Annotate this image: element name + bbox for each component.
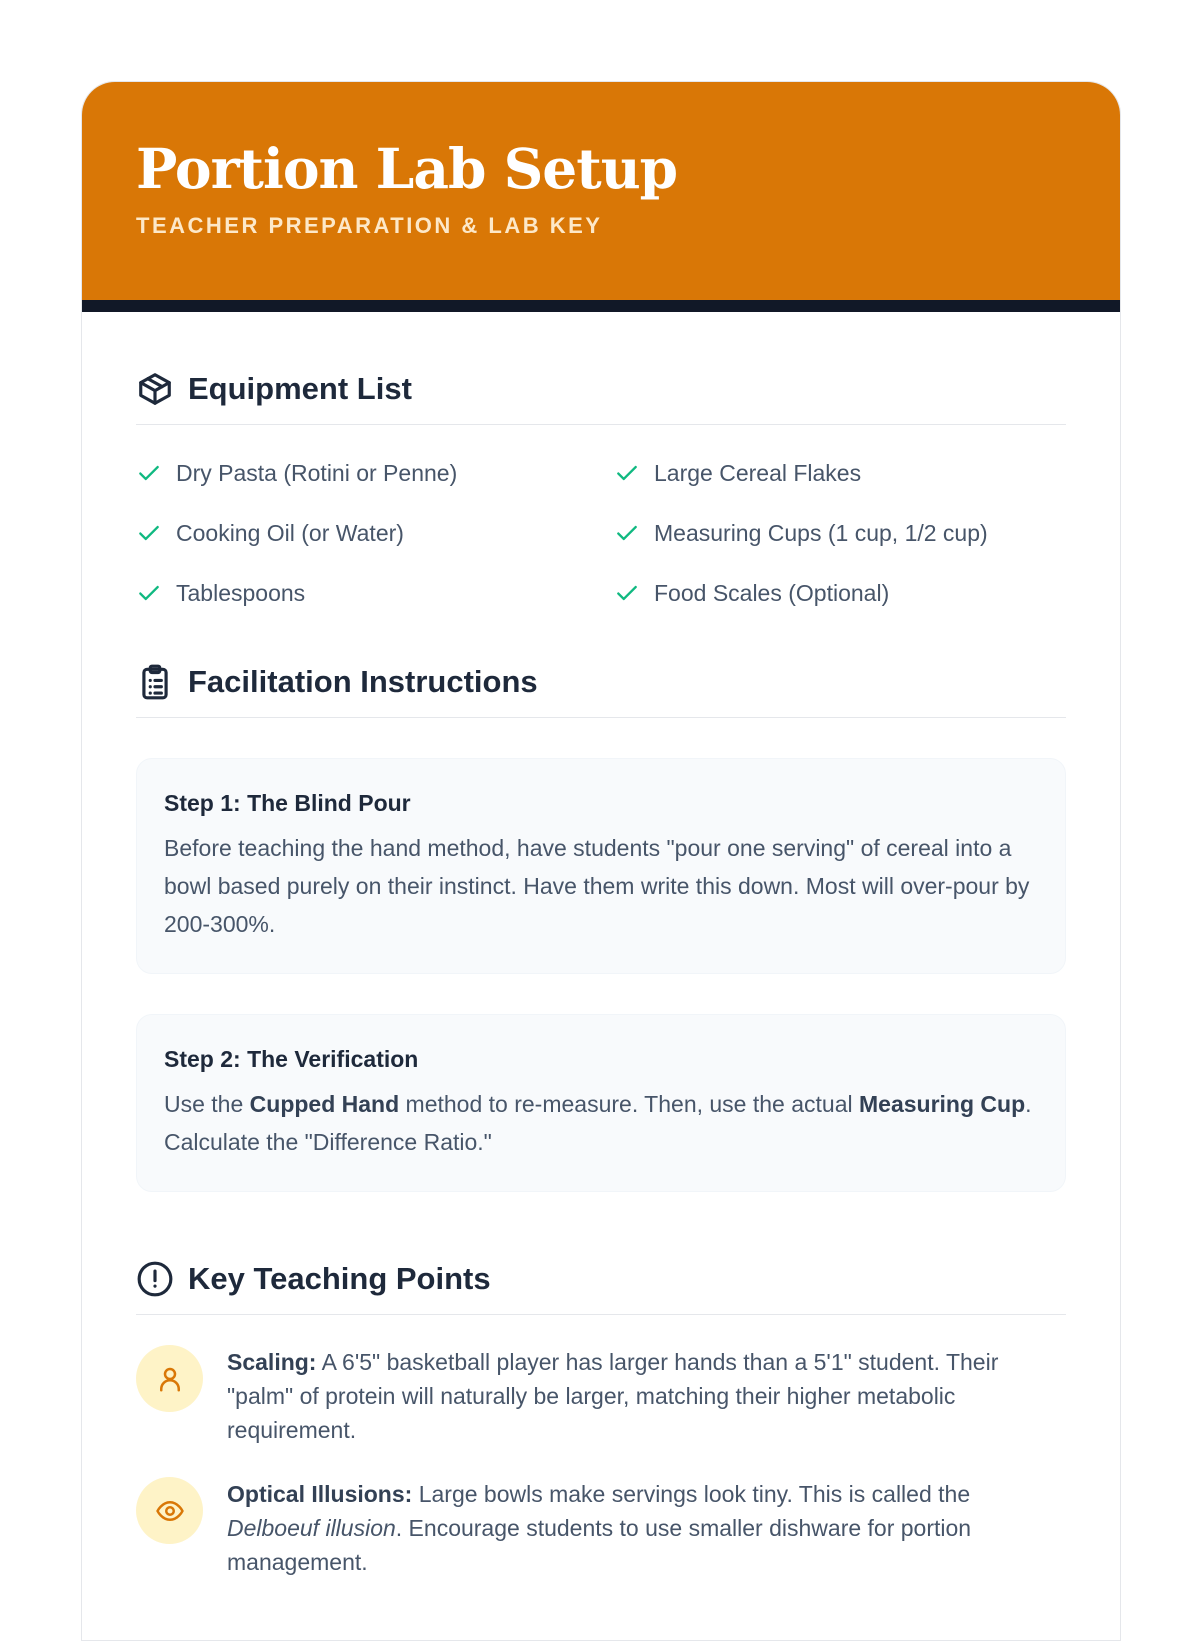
key-points-heading bbox=[136, 1260, 1066, 1315]
step-text: Before teaching the hand method, have students "pour one serving" of cereal into a bowl based purely on their instinct. Have them write this down. Most will over-pour by 200-300%. bbox=[164, 835, 1030, 937]
bold-term: Measuring Cup bbox=[859, 1091, 1026, 1117]
equipment-list bbox=[136, 425, 1066, 611]
key-point-label: Scaling: bbox=[227, 1349, 317, 1375]
key-point bbox=[136, 1477, 1066, 1579]
key-point-text: Optical Illusions: Large bowls make servings look tiny. This is called the Delboeuf illusion. Encourage students to use smaller dishware for portion management. bbox=[227, 1481, 972, 1575]
facilitation-title: Facilitation Instructions bbox=[188, 664, 538, 699]
equipment-item-label: Dry Pasta (Rotini or Penne) bbox=[176, 459, 458, 486]
equipment-item bbox=[136, 455, 614, 491]
user-icon bbox=[155, 1364, 185, 1394]
equipment-item bbox=[136, 575, 614, 611]
header bbox=[82, 82, 1120, 300]
page-title: Portion Lab Setup bbox=[136, 136, 678, 201]
package-icon bbox=[136, 370, 174, 408]
key-points-section bbox=[136, 1260, 1066, 1579]
clipboard-list-icon bbox=[136, 663, 174, 701]
step-card bbox=[136, 758, 1066, 974]
alert-circle-icon bbox=[136, 1260, 174, 1298]
equipment-item bbox=[614, 575, 1074, 611]
key-point bbox=[136, 1345, 1066, 1447]
check-icon bbox=[136, 460, 162, 486]
equipment-item-label: Large Cereal Flakes bbox=[654, 459, 862, 486]
key-point-text: Scaling: A 6'5" basketball player has larger hands than a 5'1" student. Their "palm" of protein will naturally be larger, matching their higher metabolic requirement. bbox=[227, 1349, 999, 1443]
equipment-item-label: Food Scales (Optional) bbox=[654, 579, 890, 606]
equipment-item-label: Tablespoons bbox=[176, 579, 306, 606]
content bbox=[82, 370, 1120, 1579]
equipment-section bbox=[136, 370, 1066, 611]
equipment-item bbox=[614, 455, 1074, 491]
page-subtitle: TEACHER PREPARATION & LAB KEY bbox=[136, 213, 603, 238]
key-points-title: Key Teaching Points bbox=[188, 1261, 491, 1296]
eye-icon bbox=[155, 1496, 185, 1526]
equipment-heading bbox=[136, 370, 1066, 425]
bold-term: Cupped Hand bbox=[249, 1091, 400, 1117]
equipment-item-label: Measuring Cups (1 cup, 1/2 cup) bbox=[654, 519, 988, 546]
lab-setup-card bbox=[81, 81, 1121, 1641]
key-point-avatar bbox=[136, 1345, 203, 1412]
italic-term: Delboeuf illusion bbox=[227, 1515, 396, 1541]
check-icon bbox=[614, 520, 640, 546]
equipment-item bbox=[614, 515, 1074, 551]
key-point-label: Optical Illusions: bbox=[227, 1481, 413, 1507]
header-divider-bar bbox=[82, 300, 1120, 312]
step-title: Step 1: The Blind Pour bbox=[164, 790, 411, 816]
step-text: Use the Cupped Hand method to re-measure. Then, use the actual Measuring Cup. Calculate the "Difference Ratio." bbox=[164, 1091, 1032, 1155]
key-point-avatar bbox=[136, 1477, 203, 1544]
check-icon bbox=[136, 580, 162, 606]
check-icon bbox=[614, 580, 640, 606]
step-card bbox=[136, 1014, 1066, 1192]
equipment-item-label: Cooking Oil (or Water) bbox=[176, 519, 404, 546]
equipment-title: Equipment List bbox=[188, 371, 412, 406]
step-title: Step 2: The Verification bbox=[164, 1046, 419, 1072]
facilitation-heading bbox=[136, 663, 1066, 718]
check-icon bbox=[614, 460, 640, 486]
check-icon bbox=[136, 520, 162, 546]
equipment-item bbox=[136, 515, 614, 551]
facilitation-section bbox=[136, 663, 1066, 1192]
